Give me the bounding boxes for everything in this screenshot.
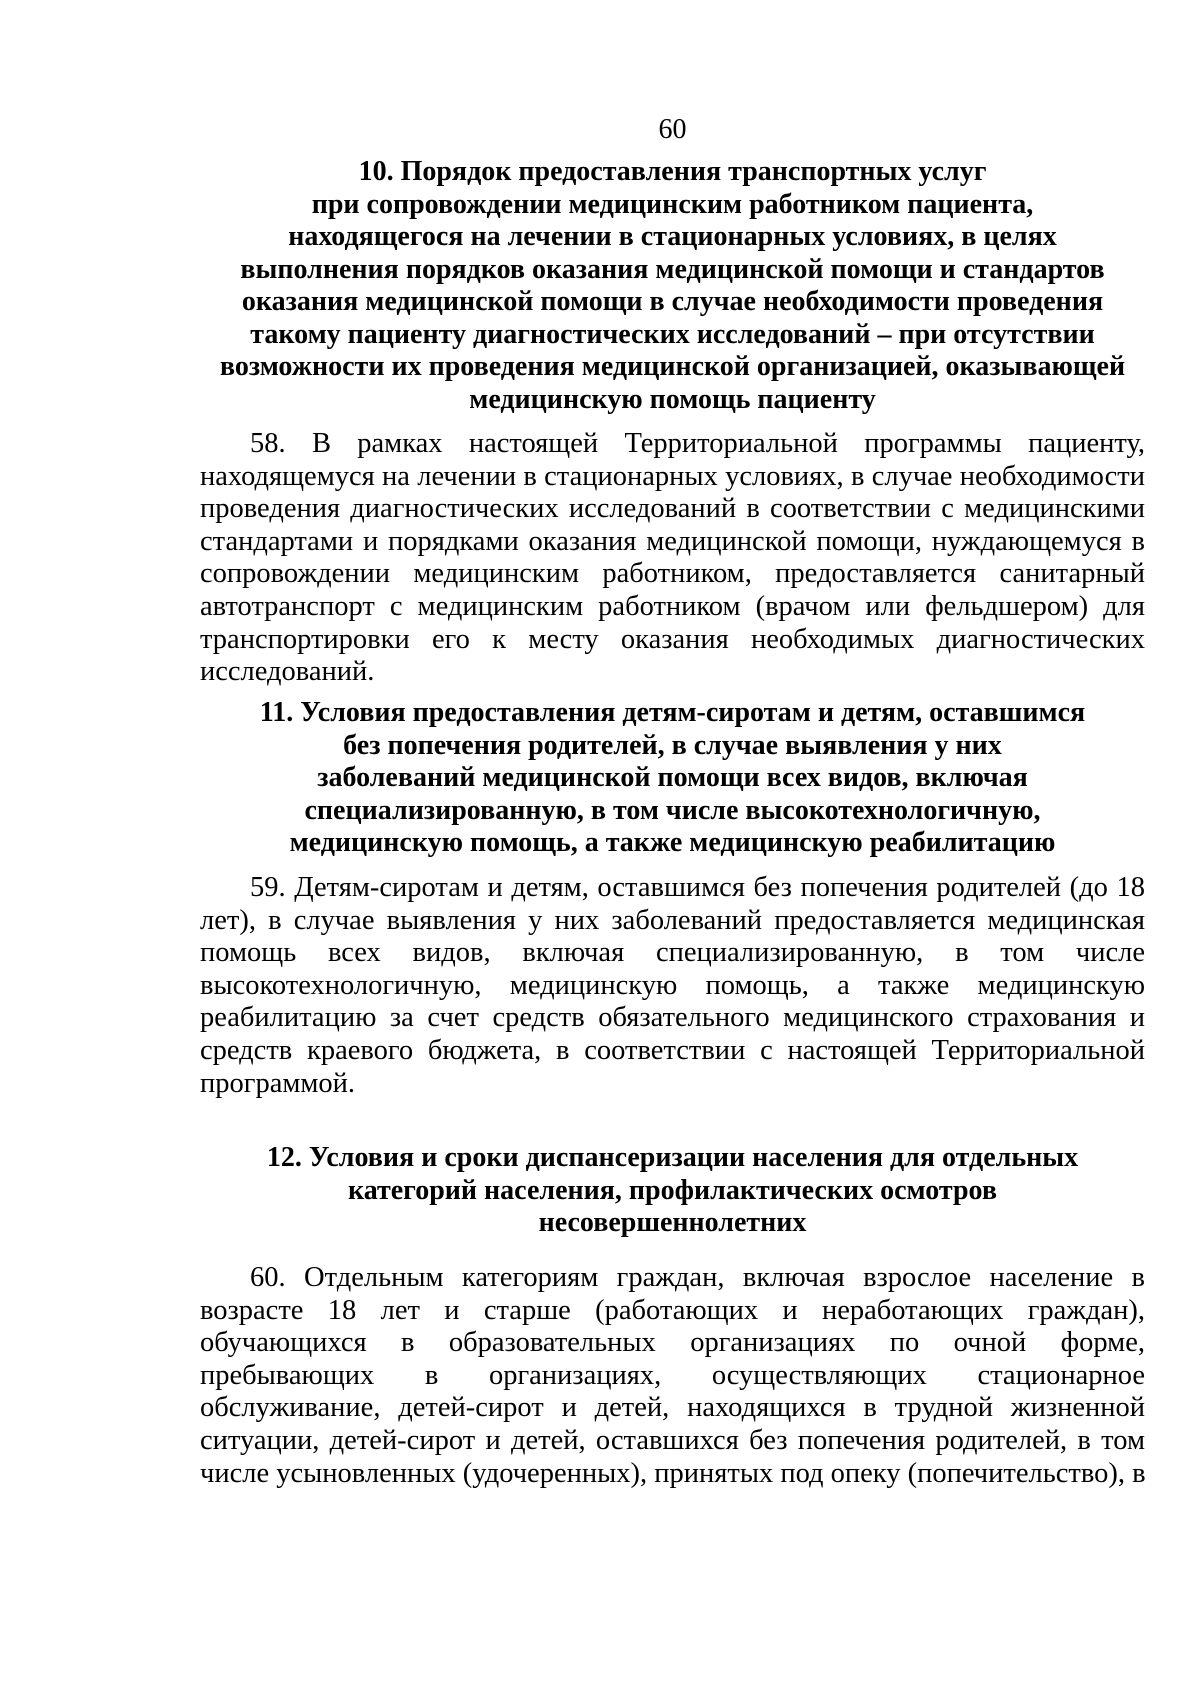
paragraph-line: пребывающих в организациях, осуществляющих стационарное <box>200 1359 1145 1391</box>
paragraph-59 <box>200 872 1145 1100</box>
heading-line: 10. Порядок предоставления транспортных услуг <box>358 156 987 187</box>
paragraph-line: находящемуся на лечении в стационарных условиях, в случае необходимости <box>200 460 1145 492</box>
heading-line: медицинскую помощь пациенту <box>469 383 876 415</box>
paragraph-line: числе усыновленных (удочеренных), принятых под опеку (попечительство), в <box>200 1457 1146 1489</box>
heading-line: медицинскую помощь, а также медицинскую реабилитацию <box>289 827 1056 858</box>
heading-line: 12. Условия и сроки диспансеризации населения для отдельных <box>266 1142 1079 1173</box>
paragraph-58 <box>200 428 1145 689</box>
paragraph-line: помощь всех видов, включая специализированную, в том числе <box>200 937 1145 969</box>
heading-line: категорий населения, профилактических осмотров <box>348 1174 997 1206</box>
section-12-heading <box>200 1142 1145 1240</box>
paragraph-line: 59. Детям-сиротам и детям, оставшимся без попечения родителей (до 18 <box>250 872 1145 903</box>
paragraph-line: программой. <box>200 1067 356 1099</box>
heading-line: возможности их проведения медицинской организацией, оказывающей <box>219 351 1126 382</box>
section-10-heading <box>200 156 1145 416</box>
heading-line: оказания медицинской помощи в случае необходимости проведения <box>241 286 1104 317</box>
paragraph-line: автотранспорт с медицинским работником (врачом или фельдшером) для <box>200 590 1145 622</box>
paragraph-line: высокотехнологичную, медицинскую помощь, а также медицинскую <box>200 969 1145 1001</box>
paragraph-line: сопровождении медицинским работником, предоставляется санитарный <box>200 558 1145 590</box>
paragraph-line: исследований. <box>200 656 375 688</box>
paragraph-60 <box>200 1262 1145 1490</box>
heading-line: 11. Условия предоставления детям-сиротам и детям, оставшимся <box>259 697 1086 728</box>
paragraph-line: обслуживание, детей-сирот и детей, находящихся в трудной жизненной <box>200 1392 1145 1424</box>
paragraph-line: стандартами и порядками оказания медицинской помощи, нуждающемуся в <box>200 525 1145 557</box>
paragraph-line: возрасте 18 лет и старше (работающих и неработающих граждан), <box>200 1294 1145 1326</box>
paragraph-line: реабилитацию за счет средств обязательного медицинского страхования и <box>200 1002 1145 1034</box>
heading-line: специализированную, в том числе высокотехнологичную, <box>304 794 1041 826</box>
paragraph-line: проведения диагностических исследований в соответствии с медицинскими <box>200 493 1145 525</box>
paragraph-line: лет), в случае выявления у них заболеваний предоставляется медицинская <box>200 904 1145 936</box>
heading-line: находящегося на лечении в стационарных условиях, в целях <box>288 221 1057 252</box>
paragraph-line: 58. В рамках настоящей Территориальной программы пациенту, <box>250 428 1145 459</box>
heading-line: несовершеннолетних <box>538 1207 807 1238</box>
heading-line: без попечения родителей, в случае выявления у них <box>343 729 1002 761</box>
document-page <box>200 0 1145 1697</box>
heading-line: такому пациенту диагностических исследований – при отсутствии <box>250 318 1095 350</box>
paragraph-line: транспортировки его к месту оказания необходимых диагностических <box>200 623 1145 655</box>
paragraph-line: обучающихся в образовательных организациях по очной форме, <box>200 1327 1145 1359</box>
section-11-heading <box>200 697 1145 860</box>
paragraph-line: средств краевого бюджета, в соответствии с настоящей Территориальной <box>200 1034 1145 1066</box>
heading-line: заболеваний медицинской помощи всех видов, включая <box>317 762 1028 793</box>
page-number: 60 <box>658 114 687 145</box>
paragraph-line: ситуации, детей-сирот и детей, оставшихся без попечения родителей, в том <box>200 1424 1145 1456</box>
heading-line: при сопровождении медицинским работником пациента, <box>311 188 1034 220</box>
paragraph-line: 60. Отдельным категориям граждан, включая взрослое население в <box>250 1262 1145 1293</box>
heading-line: выполнения порядков оказания медицинской помощи и стандартов <box>240 253 1105 285</box>
